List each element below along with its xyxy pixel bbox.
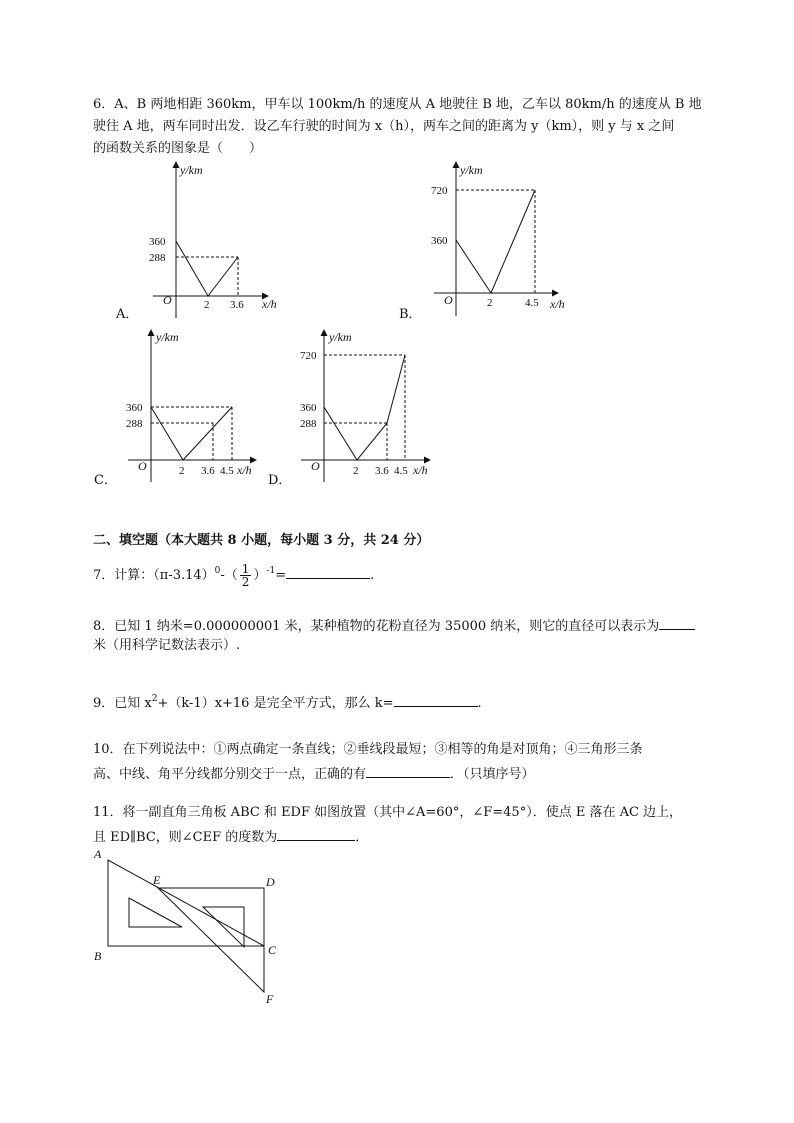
graph-b-ytick-2: 360	[431, 235, 448, 247]
graph-c-line	[151, 407, 232, 460]
q7-prefix: 7．计算：（π-3.14）	[93, 568, 215, 583]
q9-prefix: 9．已知 x	[93, 696, 152, 711]
q6-line-2: 驶往 A 地，两车同时出发．设乙车行驶的时间为 x（h），两车之间的距离为 y（km），则 y 与 x 之间	[93, 119, 675, 134]
q10-line-2-post: ．（只填序号）	[450, 767, 535, 782]
graph-b-xtick-1: 2	[487, 297, 493, 309]
graph-c-xtick-1: 2	[179, 465, 185, 477]
point-e: E	[153, 873, 161, 887]
triangle-abc	[108, 860, 264, 946]
graph-c-origin: O	[138, 459, 147, 473]
graph-c-xtick-2: 3.6	[201, 465, 215, 477]
q7-answer-blank[interactable]	[286, 564, 370, 579]
graph-d-line	[324, 355, 405, 460]
option-d-label[interactable]: D．	[268, 473, 292, 488]
graph-b-x-label: x/h	[550, 297, 565, 311]
point-f: F	[266, 992, 274, 1006]
graph-d-xtick-3: 4.5	[394, 465, 408, 477]
graph-d-origin: O	[311, 459, 320, 473]
q10-line-2-pre: 高、中线、角平分线都分别交于一点，正确的有	[93, 767, 367, 782]
option-a-label[interactable]: A．	[116, 307, 139, 322]
q9-exp: 2	[151, 694, 158, 704]
triangle-edf	[158, 888, 264, 992]
q9-middle: +（k-1）x+16 是完全平方式，那么 k=	[157, 696, 394, 711]
point-b: B	[94, 949, 102, 963]
q10-answer-blank[interactable]	[366, 763, 450, 778]
q7-close: ）	[253, 568, 267, 583]
graph-a-origin: O	[163, 293, 172, 307]
graph-c	[126, 330, 256, 482]
q8-line-2: 米（用科学记数法表示）.	[93, 638, 241, 653]
q7-exp0: 0	[214, 566, 221, 576]
graph-d-y-label: y/km	[329, 330, 352, 344]
graph-a-ytick-2: 288	[149, 252, 166, 264]
q7-exp-minus1: -1	[266, 566, 276, 576]
graph-a-y-label: y/km	[180, 163, 203, 177]
graph-a	[149, 162, 277, 318]
q8-line-1-text: 8．已知 1 纳米=0.000000001 米，某种植物的花粉直径为 35000 纳米，则它的直径可以表示为	[93, 619, 660, 634]
graph-d	[300, 330, 430, 482]
graph-b-y-label: y/km	[460, 163, 483, 177]
section-2-title: 二、填空题（本大题共 8 小题，每小题 3 分，共 24 分）	[93, 533, 430, 548]
q9-answer-blank[interactable]	[394, 692, 478, 707]
point-c: C	[268, 943, 277, 957]
graph-d-ytick-2: 360	[300, 402, 317, 414]
graph-d-xtick-1: 2	[353, 465, 359, 477]
graph-c-ytick-2: 288	[126, 418, 143, 430]
q11-line-2-post: ．	[355, 830, 369, 845]
graph-b-ytick-1: 720	[431, 185, 448, 197]
q8-line-1	[93, 615, 695, 636]
option-b-label[interactable]: B．	[399, 307, 422, 322]
graph-b	[431, 162, 565, 316]
graph-b-xtick-2: 4.5	[525, 297, 539, 309]
q10-line-1: 10．在下列说法中：①两点确定一条直线；②垂线段最短；③相等的角是对顶角；④三角形三条	[93, 742, 643, 757]
q9-end: .	[477, 696, 482, 711]
graph-a-ytick-1: 360	[149, 236, 166, 248]
graph-a-xtick-1: 2	[204, 299, 210, 311]
q7-fraction: $\frac{1}{2}$	[241, 562, 250, 589]
point-d: D	[266, 875, 275, 889]
q11-answer-blank[interactable]	[277, 826, 355, 841]
option-c-label[interactable]: C．	[94, 473, 117, 488]
q10-line-2	[93, 763, 535, 784]
graph-d-xtick-2: 3.6	[375, 465, 389, 477]
graph-b-origin: O	[444, 293, 453, 307]
q8-answer-blank[interactable]	[659, 615, 695, 630]
graph-a-xtick-2: 3.6	[230, 299, 244, 311]
q11-line-2-pre: 且 ED∥BC，则∠CEF 的度数为	[93, 830, 278, 845]
graph-c-y-label: y/km	[156, 330, 179, 344]
q6-line-3: 的函数关系的图象是（ ）	[93, 141, 263, 156]
q7	[93, 562, 374, 588]
q11-line-1: 11．将一副直角三角板 ABC 和 EDF 如图放置（其中∠A=60°，∠F=45°）．使点 E 落在 AC 边上，	[93, 805, 683, 820]
graph-d-ytick-1: 720	[300, 350, 317, 362]
graph-a-x-label: x/h	[262, 297, 277, 311]
q9	[93, 690, 482, 713]
graph-c-x-label: x/h	[237, 463, 252, 477]
graph-c-xtick-3: 4.5	[220, 465, 234, 477]
graph-b-line	[456, 190, 535, 293]
point-a: A	[94, 847, 102, 861]
q7-minus: -（	[220, 568, 238, 583]
graph-d-x-label: x/h	[413, 463, 428, 477]
triangle-edf-hole	[203, 907, 244, 947]
q11-figure	[93, 847, 277, 1006]
graph-a-line	[176, 241, 238, 296]
q7-equals: =	[275, 568, 287, 583]
graph-c-ytick-1: 360	[126, 402, 143, 414]
graph-d-ytick-3: 288	[300, 418, 317, 430]
q11-line-2	[93, 826, 368, 847]
triangle-abc-hole	[129, 898, 182, 927]
q6-line-1: 6．A、B 两地相距 360km，甲车以 100km/h 的速度从 A 地驶往 B 地，乙车以 80km/h 的速度从 B 地	[93, 97, 702, 112]
q7-end: .	[370, 568, 375, 583]
